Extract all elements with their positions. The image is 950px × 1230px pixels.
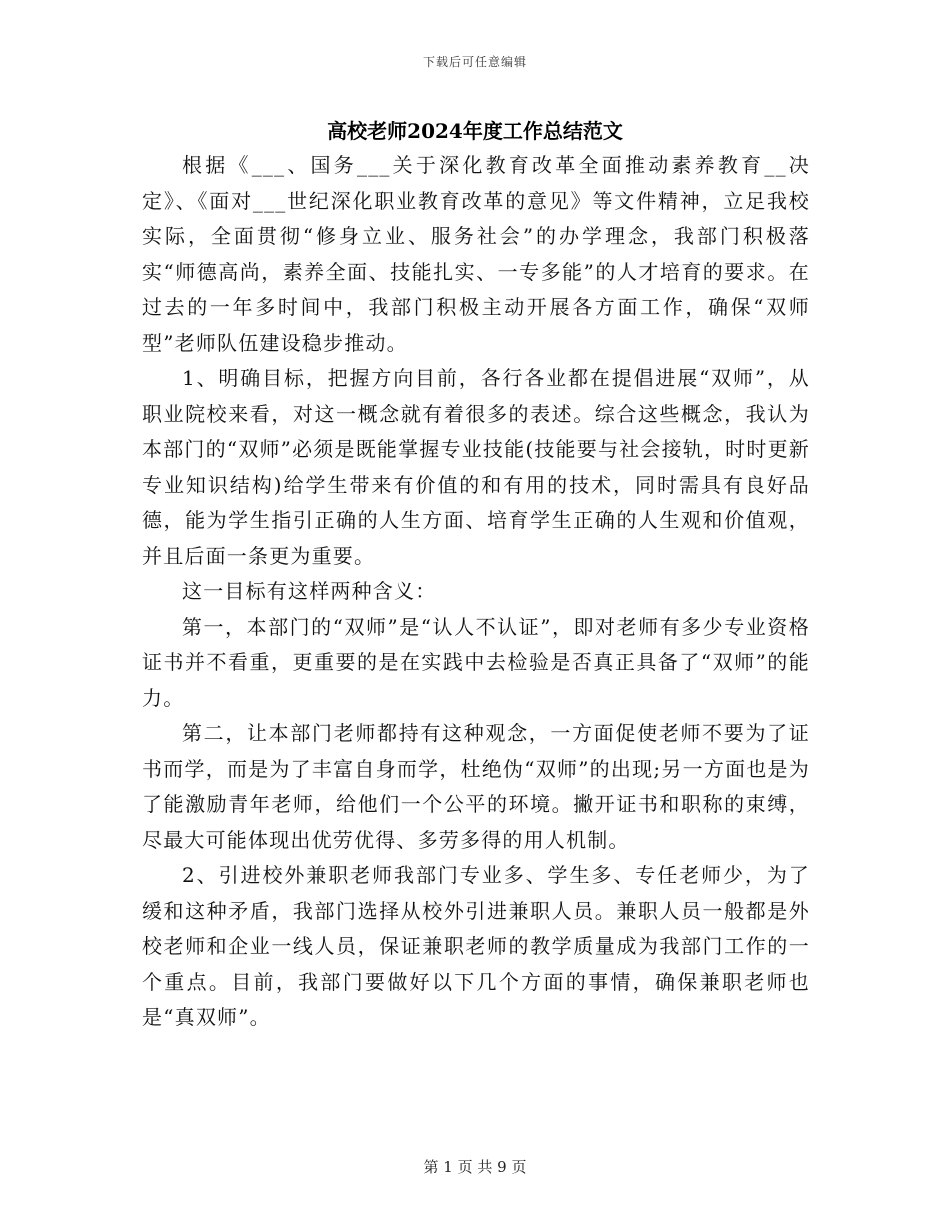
paragraph: 第二，让本部门老师都持有这种观念，一方面促使老师不要为了证书而学，而是为了丰富自身而学，杜绝伪“双师”的出现;另一方面也是为了能激励青年老师，给他们一个公平的环境。撇开证书和职称的束缚，尽最大可能体现出优劳优得、多劳多得的用人机制。 bbox=[142, 721, 810, 852]
document-title: 高校老师2024年度工作总结范文 bbox=[327, 119, 623, 143]
document-body bbox=[142, 148, 810, 1036]
paragraph: 1、明确目标，把握方向目前，各行各业都在提倡进展“双师”，从职业院校来看，对这一概念就有着很多的表述。综合这些概念，我认为本部门的“双师”必须是既能掌握专业技能(技能要与社会接轨，时时更新专业知识结构)给学生带来有价值的和有用的技术，同时需具有良好品德，能为学生指引正确的人生方面、培育学生正确的人生观和价值观，并且后面一条更为重要。 bbox=[142, 366, 810, 568]
paragraph: 2、引进校外兼职老师我部门专业多、学生多、专任老师少，为了缓和这种矛盾，我部门选择从校外引进兼职人员。兼职人员一般都是外校老师和企业一线人员，保证兼职老师的教学质量成为我部门工作的一个重点。目前，我部门要做好以下几个方面的事情，确保兼职老师也是“真双师”。 bbox=[142, 863, 810, 1029]
header-note: 下载后可任意编辑 bbox=[422, 55, 527, 69]
paragraph: 第一，本部门的“双师”是“认人不认证”，即对老师有多少专业资格证书并不看重，更重要的是在实践中去检验是否真正具备了“双师”的能力。 bbox=[142, 614, 810, 710]
paragraph: 这一目标有这样两种含义： bbox=[182, 579, 437, 603]
paragraph: 根据《___、国务___关于深化教育改革全面推动素养教育__决定》、《面对___世纪深化职业教育改革的意见》等文件精神，立足我校实际，全面贯彻“修身立业、服务社会”的办学理念，我部门积极落实“师德高尚，素养全面、技能扎实、一专多能”的人才培育的要求。在过去的一年多时间中，我部门积极主动开展各方面工作，确保“双师型”老师队伍建设稳步推动。 bbox=[142, 153, 810, 355]
page-number: 第 1 页 共 9 页 bbox=[423, 1158, 527, 1176]
